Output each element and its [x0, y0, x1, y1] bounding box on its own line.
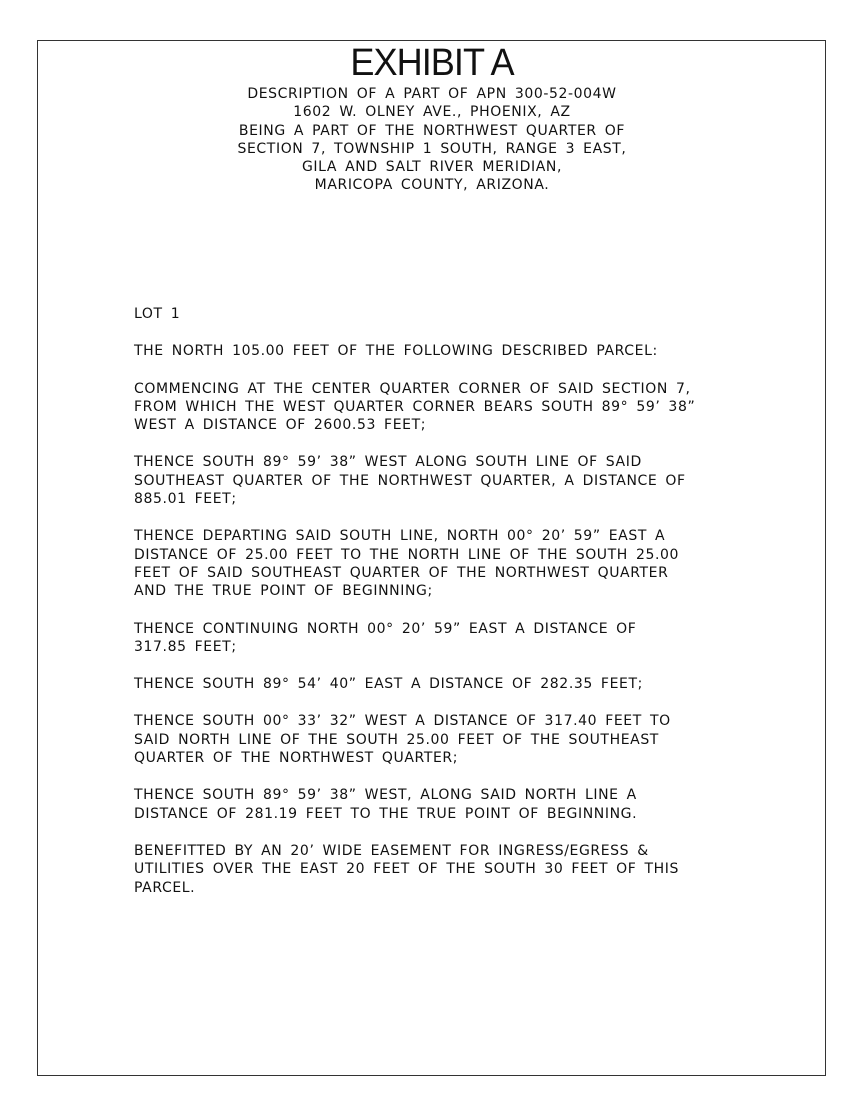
- header-line: GILA AND SALT RIVER MERIDIAN,: [301, 159, 563, 176]
- header-line: 1602 W. OLNEY AVE., PHOENIX, AZ: [293, 104, 571, 121]
- header-line: SECTION 7, TOWNSHIP 1 SOUTH, RANGE 3 EAST,: [237, 140, 627, 157]
- easement-paragraph: BENEFITTED BY AN 20’ WIDE EASEMENT FOR INGRESS/EGRESS & UTILITIES OVER THE EAST 20 FEET OF THE SOUTH 30 FEET OF THIS PARCEL.: [134, 842, 679, 896]
- course-paragraph: THENCE SOUTH 89° 59’ 38” WEST ALONG SOUTH LINE OF SAID SOUTHEAST QUARTER OF THE NORTHWEST QUARTER, A DISTANCE OF 885.01 FEET;: [134, 454, 686, 508]
- header-line: BEING A PART OF THE NORTHWEST QUARTER OF: [238, 122, 626, 139]
- course-paragraph: THENCE CONTINUING NORTH 00° 20’ 59” EAST A DISTANCE OF 317.85 FEET;: [134, 620, 637, 655]
- commencing-paragraph: COMMENCING AT THE CENTER QUARTER CORNER OF SAID SECTION 7, FROM WHICH THE WEST QUARTER CORNER BEARS SOUTH 89° 59’ 38” WEST A DISTANCE OF 2600.53 FEET;: [134, 380, 696, 434]
- closing-course-paragraph: THENCE SOUTH 89° 59’ 38” WEST, ALONG SAID NORTH LINE A DISTANCE OF 281.19 FEET TO THE TRUE POINT OF BEGINNING.: [134, 787, 638, 822]
- lot-label: LOT 1: [134, 306, 181, 322]
- description-header: [0, 85, 864, 195]
- course-paragraph: THENCE SOUTH 89° 54’ 40” EAST A DISTANCE OF 282.35 FEET;: [134, 676, 643, 693]
- header-line: MARICOPA COUNTY, ARIZONA.: [314, 177, 550, 194]
- header-line: DESCRIPTION OF A PART OF APN 300-52-004W: [247, 86, 617, 102]
- legal-description-body: [134, 305, 734, 897]
- course-paragraph: THENCE SOUTH 00° 33’ 32” WEST A DISTANCE OF 317.40 FEET TO SAID NORTH LINE OF THE SOUTH 25.00 FEET OF THE SOUTHEAST QUARTER OF THE NORTHWEST QUARTER;: [134, 713, 671, 767]
- parcel-intro-paragraph: THE NORTH 105.00 FEET OF THE FOLLOWING DESCRIBED PARCEL:: [134, 343, 658, 360]
- exhibit-title: EXHIBIT A: [350, 42, 514, 84]
- course-paragraph: THENCE DEPARTING SAID SOUTH LINE, NORTH 00° 20’ 59” EAST A DISTANCE OF 25.00 FEET TO THE NORTH LINE OF THE SOUTH 25.00 FEET OF SAID SOUTHEAST QUARTER OF THE NORTHWEST QUARTER AND THE TRUE POINT OF BEGINNING;: [134, 528, 680, 600]
